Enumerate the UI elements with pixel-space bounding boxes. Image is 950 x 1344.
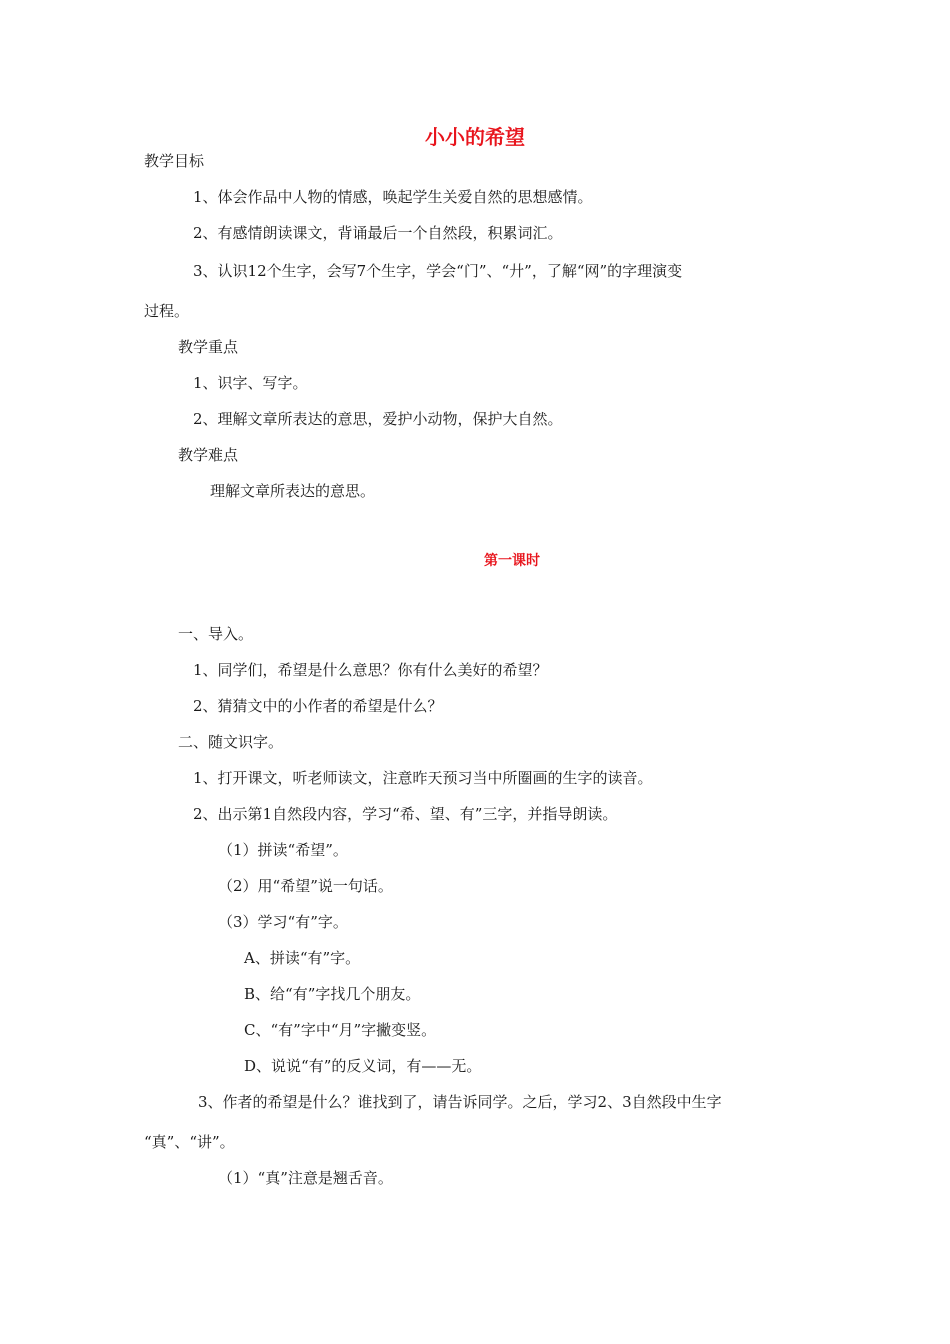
you-item-b: B、给“有”字找几个朋友。 — [244, 985, 421, 1003]
part1-item-2: 2、猜猜文中的小作者的希望是什么？ — [193, 697, 443, 715]
key-point-item-2: 2、理解文章所表达的意思，爱护小动物，保护大自然。 — [193, 410, 563, 428]
goal-item-3-cont: 过程。 — [144, 302, 190, 320]
part2-sub-item-2: （2）用“希望”说一句话。 — [218, 877, 393, 895]
page-title: 小小的希望 — [425, 125, 525, 149]
part2-sub-item-1: （1）拼读“希望”。 — [218, 841, 348, 859]
lesson-heading: 第一课时 — [484, 553, 540, 569]
you-item-c: C、“有”字中“月”字撇变竖。 — [244, 1021, 437, 1039]
key-points-heading: 教学重点 — [178, 338, 239, 356]
key-point-item-1: 1、识字、写字。 — [193, 374, 308, 392]
part1-item-1: 1、同学们，希望是什么意思？你有什么美好的希望？ — [193, 661, 548, 679]
you-item-a: A、拼读“有”字。 — [244, 949, 361, 967]
goal-item-3: 3、认识12个生字，会写7个生字，学会“门”、“廾”，了解“网”的字理演变 — [193, 262, 683, 280]
difficulties-heading: 教学难点 — [178, 446, 239, 464]
part2-sub-item-3: （3）学习“有”字。 — [218, 913, 348, 931]
goal-item-2: 2、有感情朗读课文，背诵最后一个自然段，积累词汇。 — [193, 224, 563, 242]
part2-heading: 二、随文识字。 — [178, 733, 284, 751]
part2-item-2: 2、出示第1自然段内容，学习“希、望、有”三字，并指导朗读。 — [193, 805, 618, 823]
part2-item-3-cont: “真”、“讲”。 — [144, 1133, 235, 1151]
part2-item-3: 3、作者的希望是什么？谁找到了，请告诉同学。之后，学习2、3自然段中生字 — [198, 1093, 722, 1111]
you-item-d: D、说说“有”的反义词，有——无。 — [244, 1057, 482, 1075]
goals-heading: 教学目标 — [144, 152, 205, 170]
part1-heading: 一、导入。 — [178, 625, 254, 643]
part2-item-1: 1、打开课文，听老师读文，注意昨天预习当中所圈画的生字的读音。 — [193, 769, 653, 787]
goal-item-1: 1、体会作品中人物的情感，唤起学生关爱自然的思想感情。 — [193, 188, 593, 206]
difficulty-item-1: 理解文章所表达的意思。 — [210, 482, 376, 500]
item3-sub-item-1: （1）“真”注意是翘舌音。 — [218, 1169, 393, 1187]
